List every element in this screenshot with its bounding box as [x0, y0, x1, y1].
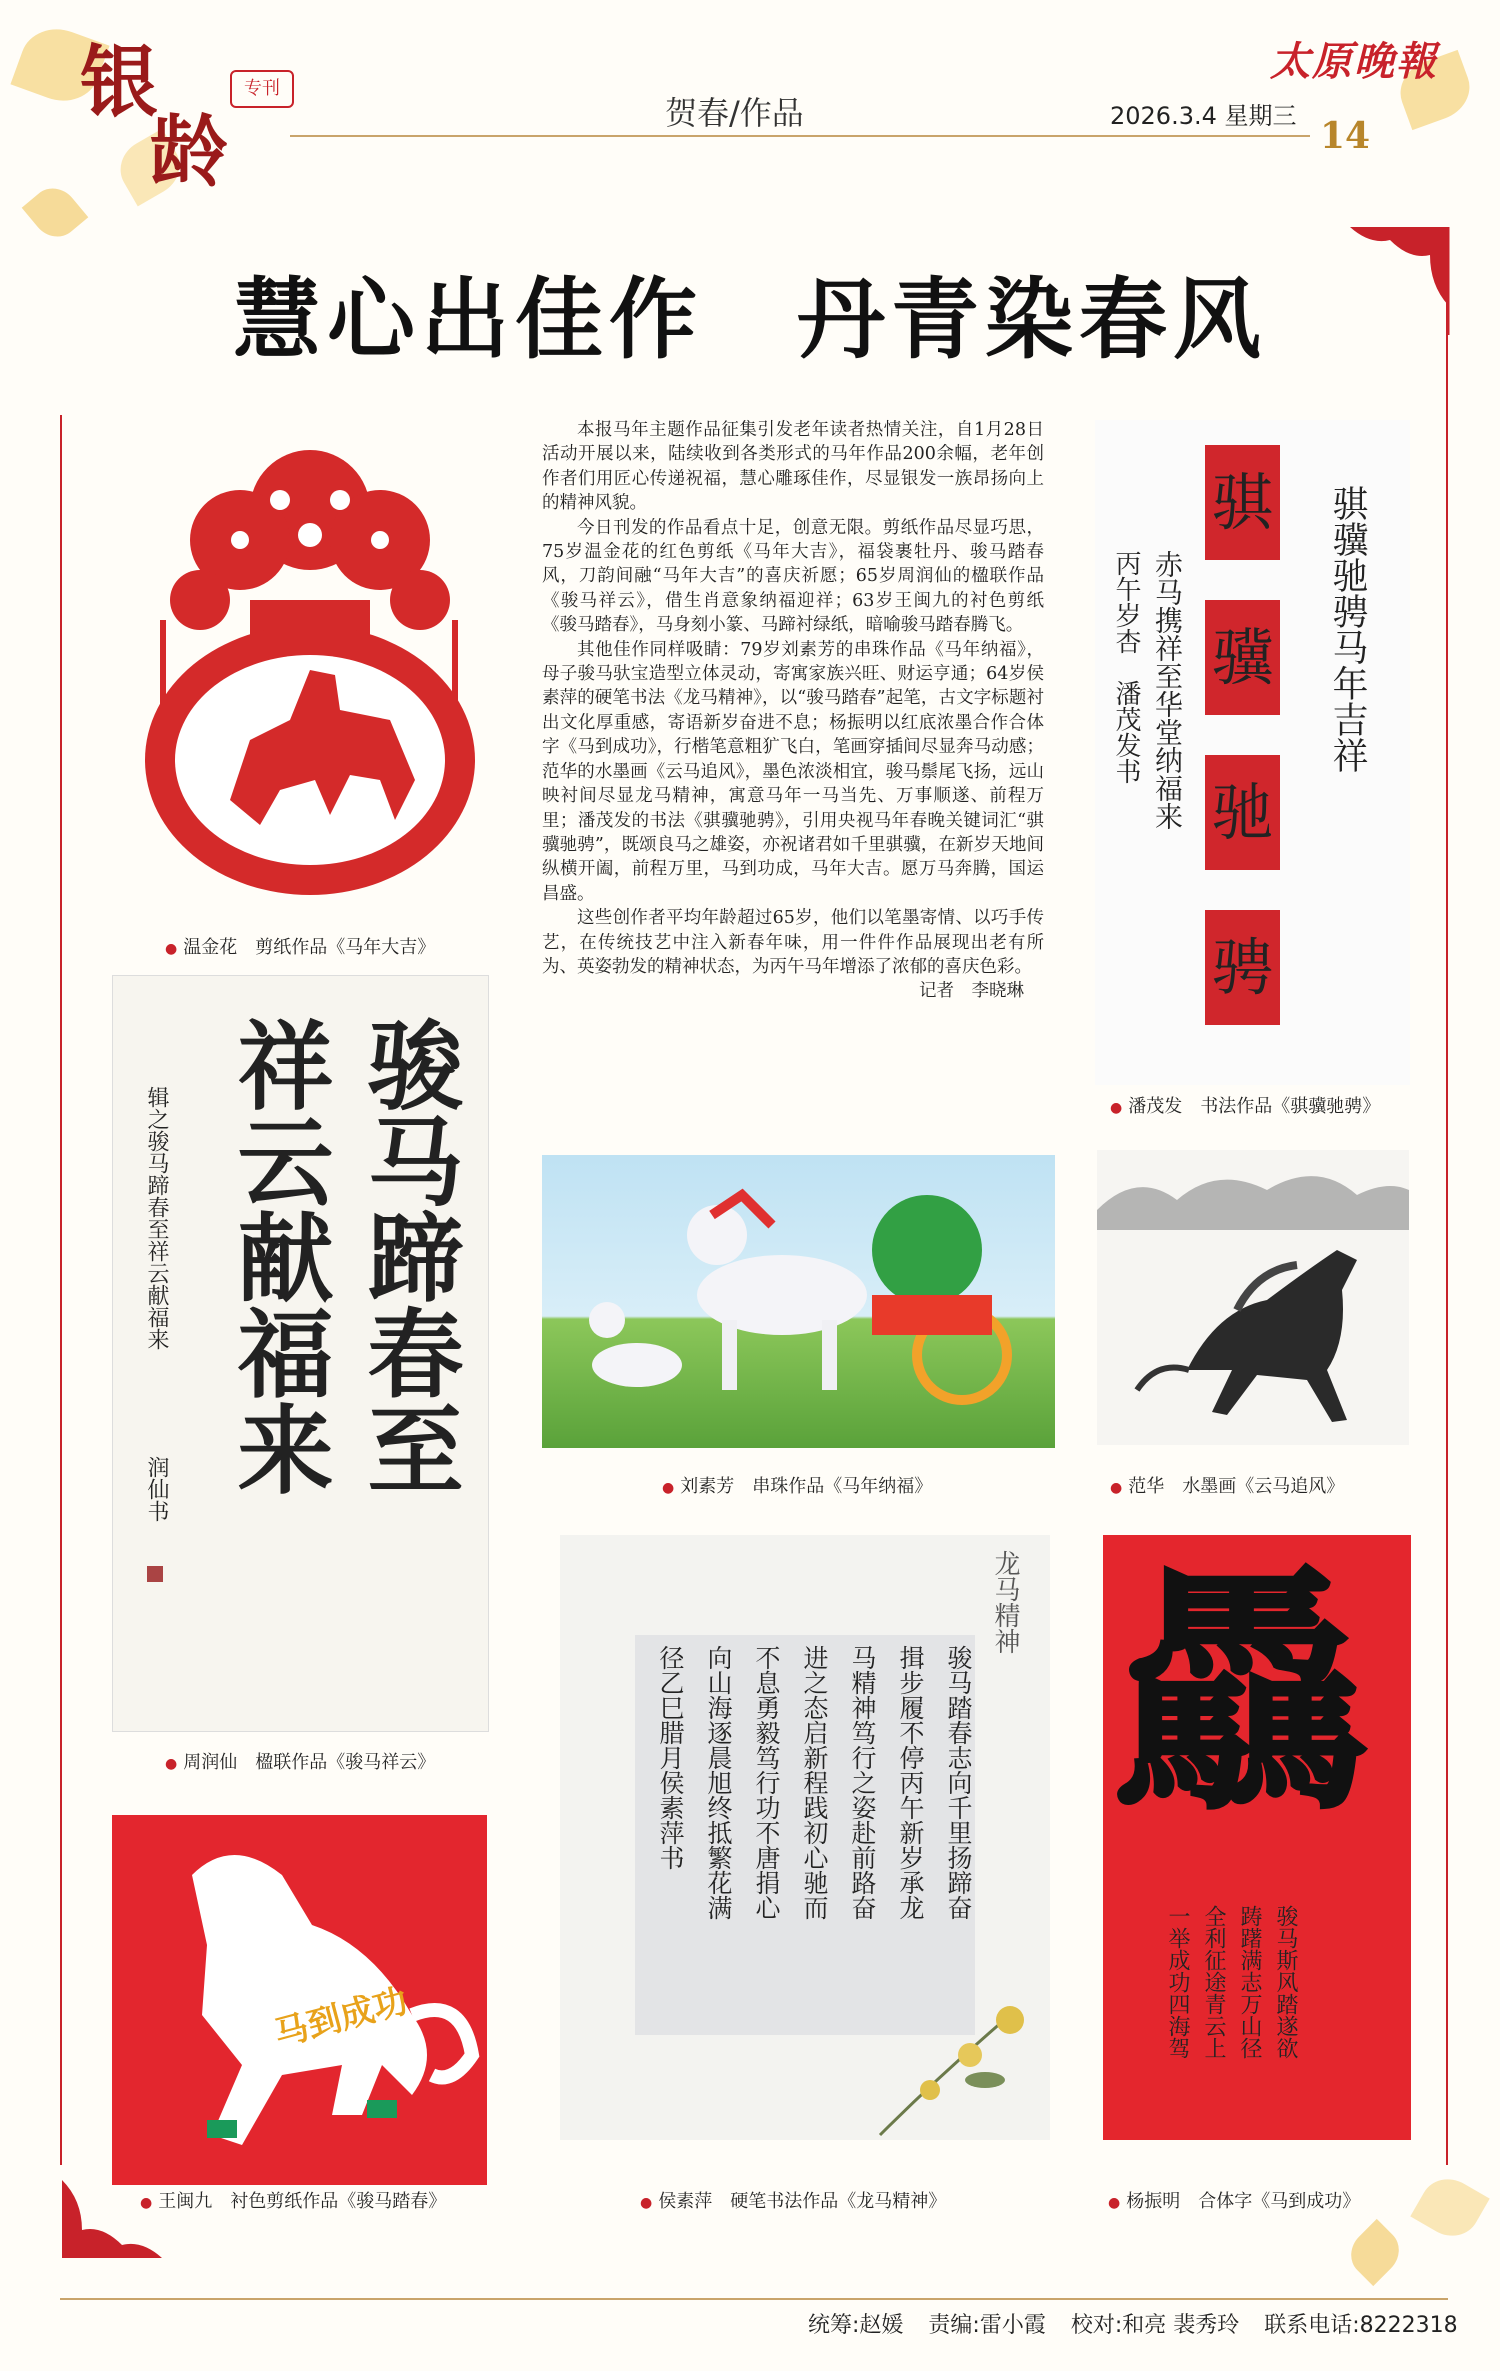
red-char-block: 骋: [1205, 910, 1280, 1025]
caption-papercut: ● 温金花 剪纸作品《马年大吉》: [165, 933, 435, 959]
caption-beads: ● 刘素芳 串珠作品《马年纳福》: [662, 1472, 932, 1498]
ink-horse-painting: [1097, 1150, 1409, 1445]
corner-ornament-top-right: [1330, 225, 1450, 345]
calligraphy-column: 骏马踏春志向千里扬蹄奋: [944, 1645, 973, 1920]
article-byline: 记者 李晓琳: [919, 981, 1024, 1002]
caption-ink-horse: ● 范华 水墨画《云马追风》: [1110, 1472, 1344, 1498]
column-logo: [40, 20, 280, 198]
combined-verse: [1163, 1905, 1299, 2125]
red-char-block: 驰: [1205, 755, 1280, 870]
article-paragraph: 本报马年主题作品征集引发老年读者热情关注，自1月28日活动开展以来，陆续收到各类形式的马年作品200余幅，老年创作者们用匠心传递祝福，慧心雕琢佳作，尽显银发一族昂扬向上的精神风貌。: [542, 420, 1044, 514]
qiji-line-3: 丙午岁杏 潘茂发书: [1111, 550, 1141, 784]
calligraphy-column: 向山海逐晨旭终抵繁花满: [704, 1645, 733, 1920]
calligraphy-column: 马精神笃行之姿赴前路奋: [848, 1645, 877, 1920]
pen-calligraphy-title: 龙马精神: [990, 1550, 1020, 1654]
caption-combined-char: ● 杨振明 合体字《马到成功》: [1108, 2187, 1360, 2213]
seal-stamp: [147, 1566, 163, 1582]
qiji-line-1: 骐骥驰骋马年吉祥: [1327, 485, 1368, 773]
calligraphy-column: 进之态启新程践初心驰而: [800, 1645, 829, 1920]
combined-character-artwork: [1103, 1535, 1411, 2140]
couplet-artwork: [112, 975, 489, 1732]
pen-calligraphy-columns: [648, 1645, 980, 2045]
couplet-signature: 润仙书: [144, 1456, 169, 1522]
pen-calligraphy-artwork: [560, 1535, 1050, 2140]
couplet-inscription: 辑之骏马蹄春至祥云献福来: [144, 1086, 169, 1350]
article-paragraph: 今日刊发的作品看点十足，创意无限。剪纸作品尽显巧思，75岁温金花的红色剪纸《马年大吉》，福袋裹牡丹、骏马踏春风，刀韵间融“马年大吉”的喜庆祈愿；65岁周润仙的楹联作品《骏马祥云》，借生肖意象纳福迎祥；63岁王闽九的衬色剪纸《骏马踏春》，马身刻小篆、马蹄衬绿纸，暗喻骏马踏春腾飞。: [542, 517, 1044, 636]
caption-pen-calligraphy: ● 侯素萍 硬笔书法作品《龙马精神》: [640, 2187, 946, 2213]
newspaper-masthead: 太原晚報: [1270, 38, 1438, 85]
verse-column: 全利征途青云上: [1201, 1905, 1226, 2059]
footer-divider: [60, 2298, 1448, 2300]
qiji-calligraphy-artwork: [1095, 420, 1410, 1085]
red-char-block: 骐: [1205, 445, 1280, 560]
footer-credits: [790, 2308, 1458, 2339]
red-char-block: 骥: [1205, 600, 1280, 715]
page-headline: 慧心出佳作 丹青染春风: [232, 268, 1267, 371]
article-paragraph: 这些创作者平均年龄超过65岁，他们以笔墨寄情、以巧手传艺，在传统技艺中注入新春年味，用一件件作品展现出老有所为、英姿勃发的精神状态，为丙午马年增添了浓郁的喜庆色彩。: [542, 908, 1044, 977]
issue-date: 2026.3.4 星期三: [1110, 102, 1297, 130]
frame-border-right: [1446, 230, 1448, 2165]
frame-border-left: [60, 415, 62, 2165]
caption-red-papercut: ● 王闽九 衬色剪纸作品《骏马踏春》: [140, 2187, 446, 2213]
article-paragraph: 其他佳作同样吸睛：79岁刘素芳的串珠作品《马年纳福》，母子骏马驮宝造型立体灵动，寄寓家族兴旺、财运亨通；64岁侯素萍的硬笔书法《龙马精神》，以“骏马踏春”起笔，古文字标题衬出文化厚重感，寄语新岁奋进不息；杨振明以红底浓墨合作合体字《马到成功》，行楷笔意粗犷飞白，笔画穿插间尽显奔马动感；范华的水墨画《云马追风》，墨色浓淡相宜，骏马鬃尾飞扬，远山映衬间尽显龙马精神，寓意马年一马当先、万事顺遂、前程万里；潘茂发的书法《骐骥驰骋》，引用央视马年春晚关键词汇“骐骥驰骋”，既颂良马之雄姿，亦祝诸君如千里骐骥，在新岁天地间纵横开阖，前程万里，马到功成，马年大吉。愿万马奔腾，国运昌盛。: [542, 639, 1044, 904]
verse-column: 骏马斯风踏遂欲: [1273, 1905, 1298, 2059]
column-logo-char-1: 银: [80, 37, 159, 128]
calligraphy-column: 径乙巳腊月侯素萍书: [656, 1645, 685, 1870]
article-body: [542, 418, 1044, 1004]
red-char-column: [1205, 445, 1280, 1065]
column-logo-seal: 专刊: [230, 70, 294, 108]
page-number: 14: [1320, 115, 1371, 157]
caption-couplet: ● 周润仙 楹联作品《骏马祥云》: [165, 1748, 435, 1774]
flower-illustration: [860, 1995, 1050, 2140]
footer-editor: 责编:雷小霞: [928, 2313, 1046, 2338]
qiji-line-2: 赤马携祥至华堂纳福来: [1151, 550, 1184, 830]
papercut-inner-text: 马到成功: [270, 1980, 412, 2055]
couplet-right-line: 骏马蹄春至: [352, 1016, 465, 1496]
header-divider: [290, 135, 1310, 137]
bead-horse-photo: [542, 1155, 1055, 1448]
papercut-artwork: [140, 420, 480, 895]
verse-column: 一举成功四海驾: [1165, 1905, 1190, 2059]
couplet-left-line: 祥云献福来: [222, 1016, 335, 1496]
column-logo-char-2: 龄: [150, 107, 229, 198]
calligraphy-column: 不息勇毅笃行功不唐捐心: [752, 1645, 781, 1920]
verse-column: 踌躇满志万山径: [1237, 1905, 1262, 2059]
footer-phone: 联系电话:8222318: [1264, 2313, 1458, 2338]
footer-editor: 统筹:赵媛: [808, 2313, 904, 2338]
caption-qiji: ● 潘茂发 书法作品《骐骥驰骋》: [1110, 1092, 1380, 1118]
red-papercut-artwork: [112, 1815, 487, 2185]
calligraphy-column: 揖步履不停丙午新岁承龙: [896, 1645, 925, 1920]
section-title: 贺春/作品: [665, 94, 804, 132]
combined-big-character: 驫: [1111, 1542, 1371, 1847]
footer-proofreader: 校对:和亮 裴秀玲: [1070, 2313, 1240, 2338]
